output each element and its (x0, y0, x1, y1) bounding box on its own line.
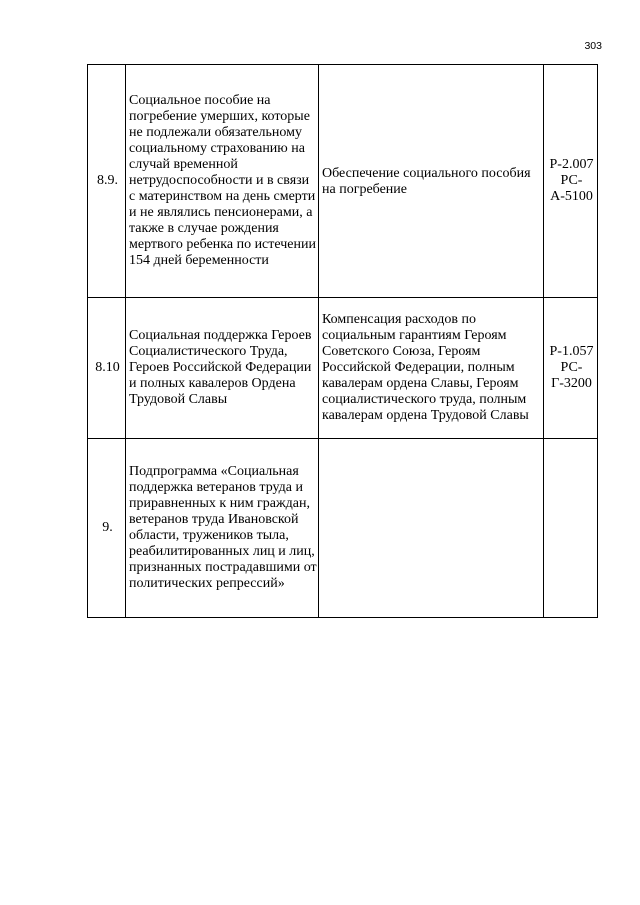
row-description-text: Обеспечение социального пособия на погребение (322, 166, 531, 197)
row-name (126, 298, 319, 439)
row-name (126, 439, 319, 618)
page-number: 303 (584, 40, 602, 52)
table-row (88, 298, 598, 439)
row-name-text: Подпрограмма «Социальная поддержка ветеранов труда и приравненных к ним граждан, ветеранов труда Ивановской области, тружеников тыла, реабилитированных лиц и лиц, признанных пострадавшими от политических репрессий» (129, 464, 317, 591)
program-table (87, 64, 598, 618)
row-name-text: Социальная поддержка Героев Социалистического Труда, Героев Российской Федерации и полных кавалеров Ордена Трудовой Славы (129, 328, 312, 407)
row-description (319, 65, 544, 298)
row-name-text: Социальное пособие на погребение умерших, которые не подлежали обязательному социальному страхованию на случай временной нетрудоспособности и в связи с материнством на день смерти и не являлись пенсионерами, а также в случае рождения мертвого ребенка по истечении 154 дней беременности (129, 93, 316, 268)
row-number: 8.10 (88, 298, 126, 439)
row-description (319, 439, 544, 618)
row-code: Р-2.007 РС-А-5100 (544, 65, 598, 298)
row-description-text: Компенсация расходов по социальным гарантиям Героям Советского Союза, Героям Российской Федерации, полным кавалерам ордена Славы, Героям социалистического труда, полным кавалерам ордена Трудовой Славы (322, 312, 529, 423)
row-code: Р-1.057 РС-Г-3200 (544, 298, 598, 439)
row-name (126, 65, 319, 298)
table-row (88, 65, 598, 298)
table-row (88, 439, 598, 618)
row-code (544, 439, 598, 618)
row-description (319, 298, 544, 439)
row-number: 9. (88, 439, 126, 618)
row-number: 8.9. (88, 65, 126, 298)
